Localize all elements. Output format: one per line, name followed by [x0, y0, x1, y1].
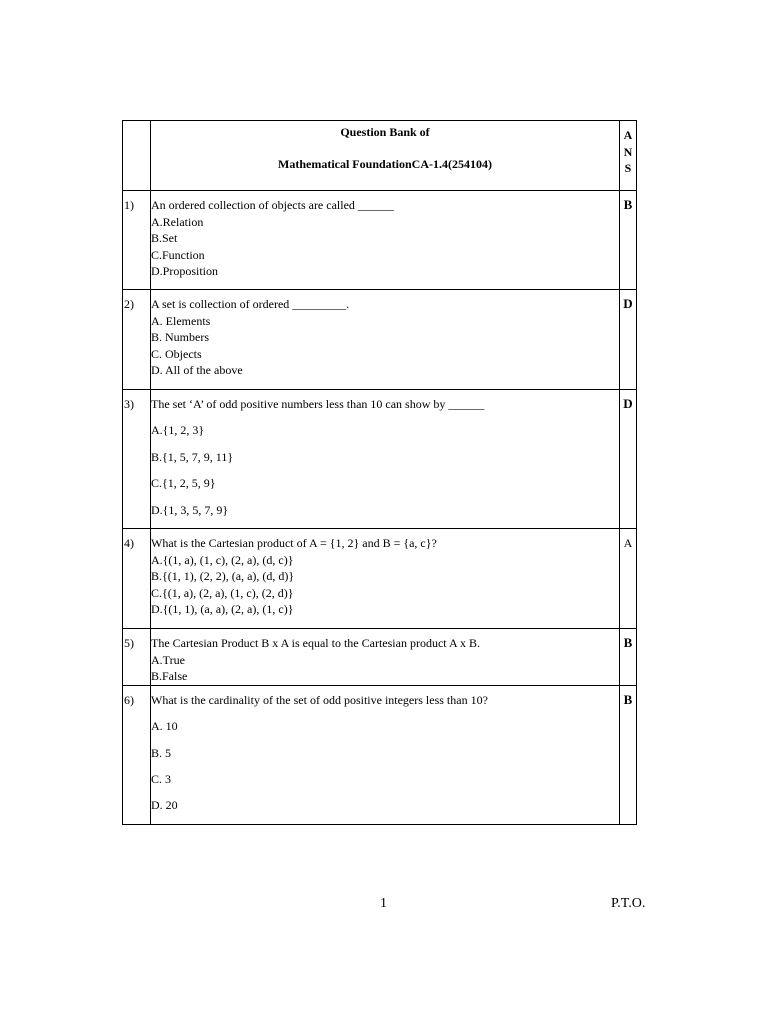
question-row	[123, 390, 637, 529]
question-body	[151, 390, 620, 529]
question-body	[151, 191, 620, 290]
option: D.{(1, 1), (a, a), (2, a), (1, c)}	[151, 602, 294, 617]
question-body	[151, 290, 620, 390]
option: C. 3	[151, 771, 172, 786]
question-number: 6)	[123, 685, 151, 824]
question-number: 5)	[123, 628, 151, 685]
question-body	[151, 528, 620, 628]
option: C. Objects	[151, 346, 202, 361]
answer-cell: A	[620, 528, 637, 628]
question-text: What is the cardinality of the set of odd positive integers less than 10?	[151, 692, 488, 707]
pto-label: P.T.O.	[611, 896, 646, 911]
table-header-row	[123, 121, 637, 191]
question-text: What is the Cartesian product of A = {1, 2} and B = {a, c}?	[151, 535, 437, 550]
title-line-1: Question Bank of	[340, 125, 430, 139]
question-text: The Cartesian Product B x A is equal to the Cartesian product A x B.	[151, 635, 480, 650]
question-row	[123, 528, 637, 628]
option: D. All of the above	[151, 363, 243, 378]
question-table	[122, 120, 637, 825]
question-row	[123, 628, 637, 685]
option: D.Proposition	[151, 264, 219, 279]
question-number: 3)	[123, 390, 151, 529]
title-line-2: Mathematical FoundationCA-1.4(254104)	[278, 157, 492, 171]
question-body	[151, 628, 620, 685]
answer-cell: B	[620, 628, 637, 685]
option: A. Elements	[151, 313, 211, 328]
option: B. Numbers	[151, 330, 209, 345]
option: C.{1, 2, 5, 9}	[151, 476, 216, 491]
answer-cell: D	[620, 290, 637, 390]
option: B. 5	[151, 745, 172, 760]
option: C.{(1, a), (2, a), (1, c), (2, d)}	[151, 585, 294, 600]
page-number: 1	[380, 896, 387, 911]
option: B.{1, 5, 7, 9, 11}	[151, 449, 234, 464]
option: A.{(1, a), (1, c), (2, a), (d, c)}	[151, 552, 294, 567]
answer-cell: B	[620, 685, 637, 824]
option: B.False	[151, 669, 188, 684]
answer-column-header	[620, 121, 637, 191]
answer-cell: D	[620, 390, 637, 529]
question-text: The set ‘A’ of odd positive numbers less than 10 can show by ______	[151, 397, 485, 411]
header-number-cell	[123, 121, 151, 191]
option: D. 20	[151, 798, 178, 813]
question-row	[123, 685, 637, 824]
question-body	[151, 685, 620, 824]
option: C.Function	[151, 247, 205, 262]
answer-cell: B	[620, 191, 637, 290]
ans-label-n: N	[623, 144, 633, 159]
question-row	[123, 191, 637, 290]
question-number: 2)	[123, 290, 151, 390]
question-row	[123, 290, 637, 390]
ans-label-s: S	[624, 161, 632, 176]
option: A.Relation	[151, 214, 204, 229]
page-title	[151, 121, 620, 191]
option: D.{1, 3, 5, 7, 9}	[151, 502, 229, 517]
option: B.Set	[151, 231, 178, 246]
question-text: An ordered collection of objects are called ______	[151, 198, 394, 212]
question-text: A set is collection of ordered _________.	[151, 297, 350, 311]
option: A.True	[151, 652, 185, 667]
ans-label-a: A	[623, 128, 633, 142]
option: B.{(1, 1), (2, 2), (a, a), (d, d)}	[151, 569, 295, 584]
question-number: 4)	[123, 528, 151, 628]
question-number: 1)	[123, 191, 151, 290]
option: A. 10	[151, 719, 178, 734]
option: A.{1, 2, 3}	[151, 423, 205, 438]
